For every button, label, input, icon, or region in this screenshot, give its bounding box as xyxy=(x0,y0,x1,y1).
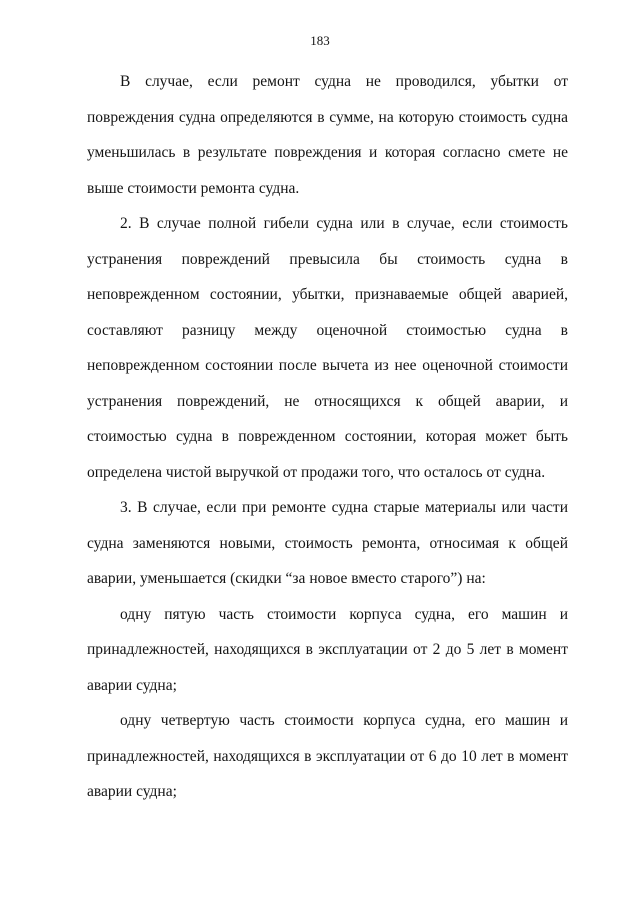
paragraph-total-loss: 2. В случае полной гибели судна или в случае, если стоимость устранения повреждений превысила бы стоимость судна в неповрежденном состоянии, убытки, признаваемые общей аварией, составляют разницу между оценочной стоимостью судна в неповрежденном состоянии после вычета из нее оценочной стоимости устранения повреждений, не относящихся к общей аварии, и стоимостью судна в поврежденном состоянии, которая может быть определена чистой выручкой от продажи того, что осталось от судна. xyxy=(87,215,568,481)
page-number: 183 xyxy=(310,33,330,48)
paragraph-new-for-old: 3. В случае, если при ремонте судна старые материалы или части судна заменяются новыми, стоимость ремонта, относимая к общей аварии, уменьшается (скидки “за новое вместо старого”) на: xyxy=(87,499,568,587)
paragraph-one-fifth-deduction: одну пятую часть стоимости корпуса судна, его машин и принадлежностей, находящихся в эксплуатации от 2 до 5 лет в момент аварии судна; xyxy=(87,605,568,694)
paragraph-damage-not-repaired: В случае, если ремонт судна не проводился, убытки от повреждения судна определяются в сумме, на которую стоимость судна уменьшилась в результате повреждения и которая согласно смете не выше стоимости ремонта судна. xyxy=(87,73,568,197)
document-body xyxy=(87,64,568,810)
paragraph-one-fourth-deduction: одну четвертую часть стоимости корпуса судна, его машин и принадлежностей, находящихся в эксплуатации от 6 до 10 лет в момент аварии судна; xyxy=(87,712,568,800)
